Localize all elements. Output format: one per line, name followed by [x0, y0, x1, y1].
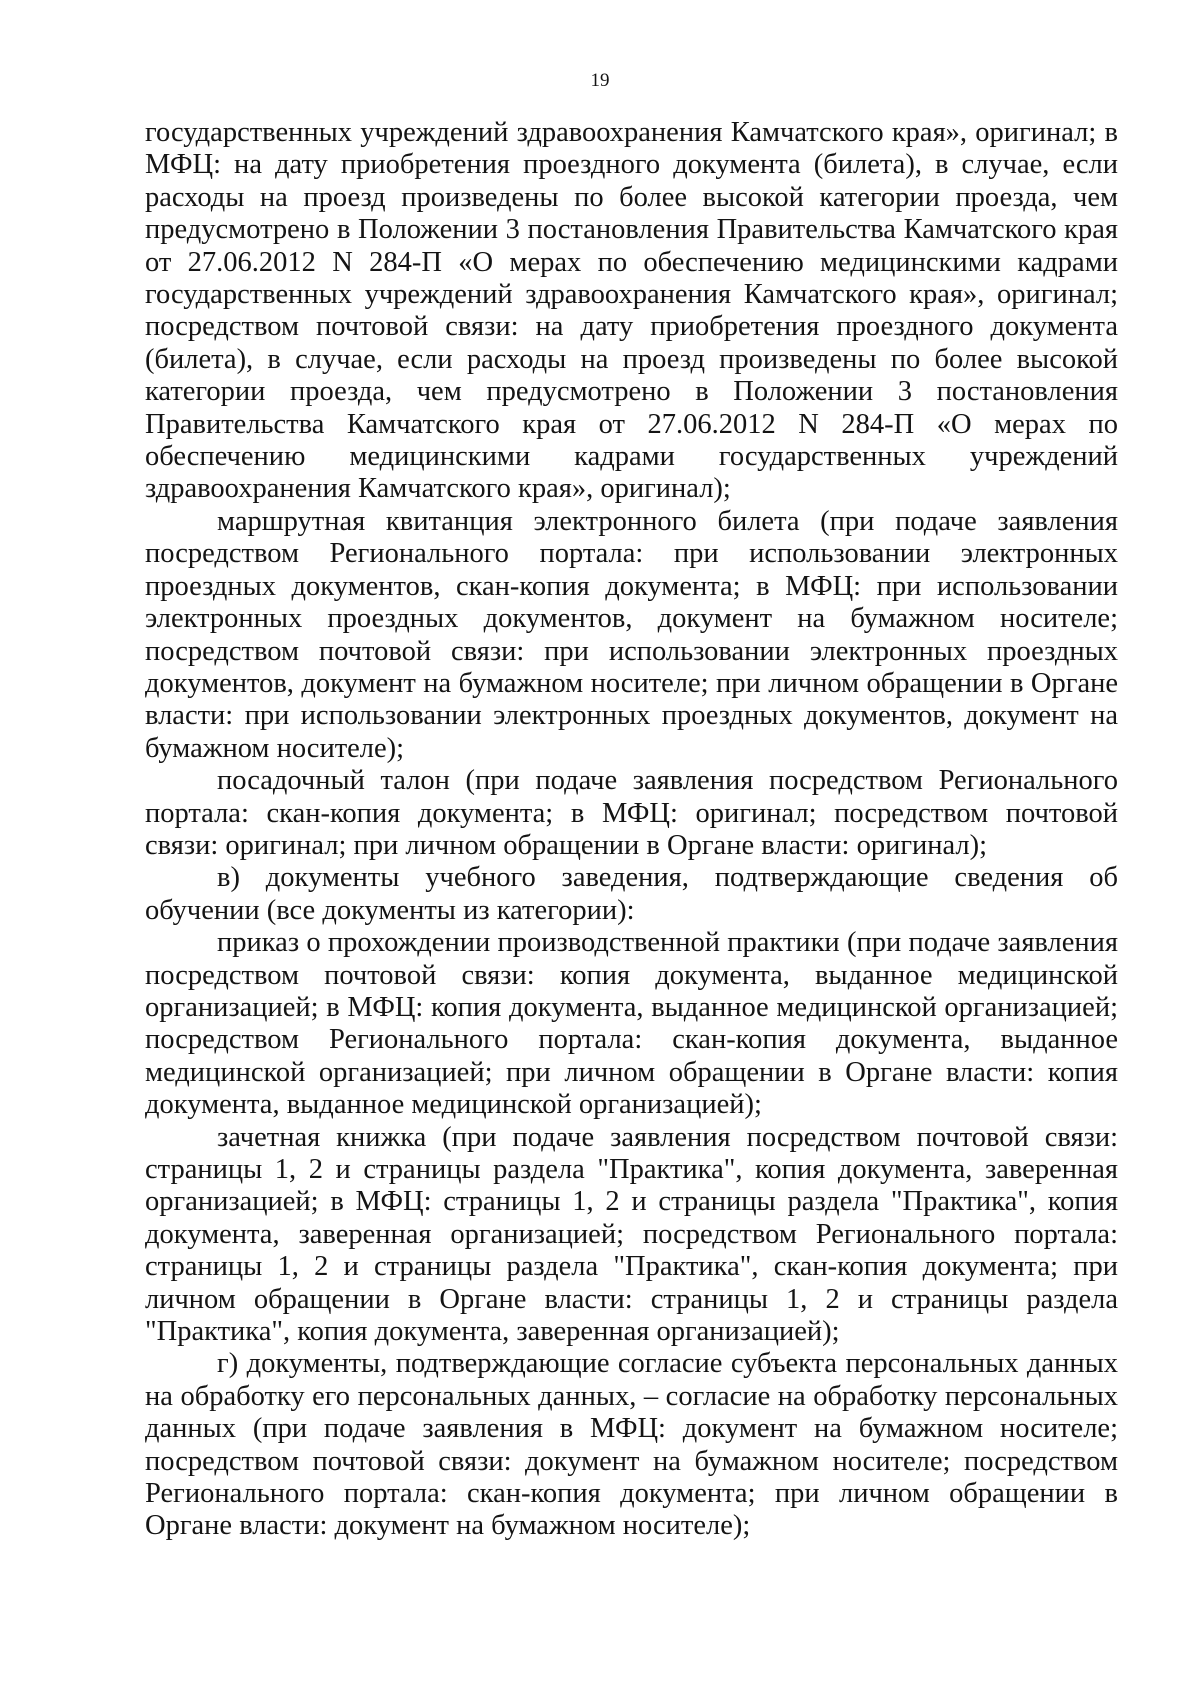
- paragraph-personal-data-consent: г) документы, подтверждающие согласие субъекта персональных данных на обработку его персональных данных, – согласие на обработку персональных данных (при подаче заявления в МФЦ: документ на бумажном носителе; посредством почтовой связи: документ на бумажном носителе; посредством Регионального портала: скан-копия документа; при личном обращении в Органе власти: документ на бумажном носителе);: [145, 1348, 1118, 1542]
- paragraph-practice-order: приказ о прохождении производственной практики (при подаче заявления посредством почтовой связи: копия документа, выданное медицинской организацией; в МФЦ: копия документа, выданное медицинской организацией; посредством Регионального портала: скан-копия документа, выданное медицинской организацией; при личном обращении в Органе власти: копия документа, выданное медицинской организацией);: [145, 927, 1118, 1121]
- paragraph-educational-documents: в) документы учебного заведения, подтверждающие сведения об обучении (все документы из категории):: [145, 862, 1118, 926]
- page-number: 19: [590, 70, 610, 91]
- paragraph-record-book: зачетная книжка (при подаче заявления посредством почтовой связи: страницы 1, 2 и страницы раздела "Практика", копия документа, заверенная организацией; в МФЦ: страницы 1, 2 и страницы раздела "Практика", копия документа, заверенная организацией; посредством Регионального портала: страницы 1, 2 и страницы раздела "Практика", скан-копия документа; при личном обращении в Органе власти: страницы 1, 2 и страницы раздела "Практика", копия документа, заверенная организацией);: [145, 1121, 1118, 1348]
- document-body: [145, 117, 1118, 1543]
- paragraph-e-ticket-receipt: маршрутная квитанция электронного билета (при подаче заявления посредством Регионального портала: при использовании электронных проездных документов, скан-копия документа; в МФЦ: при использовании электронных проездных документов, документ на бумажном носителе; посредством почтовой связи: при использовании электронных проездных документов, документ на бумажном носителе; при личном обращении в Органе власти: при использовании электронных проездных документов, документ на бумажном носителе);: [145, 505, 1118, 764]
- paragraph-boarding-pass: посадочный талон (при подаче заявления посредством Регионального портала: скан-копия документа; в МФЦ: оригинал; посредством почтовой связи: оригинал; при личном обращении в Органе власти: оригинал);: [145, 765, 1118, 861]
- paragraph-continuation: государственных учреждений здравоохранения Камчатского края», оригинал; в МФЦ: на дату приобретения проездного документа (билета), в случае, если расходы на проезд произведены по более высокой категории проезда, чем предусмотрено в Положении 3 постановления Правительства Камчатского края от 27.06.2012 N 284-П «О мерах по обеспечению медицинскими кадрами государственных учреждений здравоохранения Камчатского края», оригинал; посредством почтовой связи: на дату приобретения проездного документа (билета), в случае, если расходы на проезд произведены по более высокой категории проезда, чем предусмотрено в Положении 3 постановления Правительства Камчатского края от 27.06.2012 N 284-П «О мерах по обеспечению медицинскими кадрами государственных учреждений здравоохранения Камчатского края», оригинал);: [145, 117, 1118, 505]
